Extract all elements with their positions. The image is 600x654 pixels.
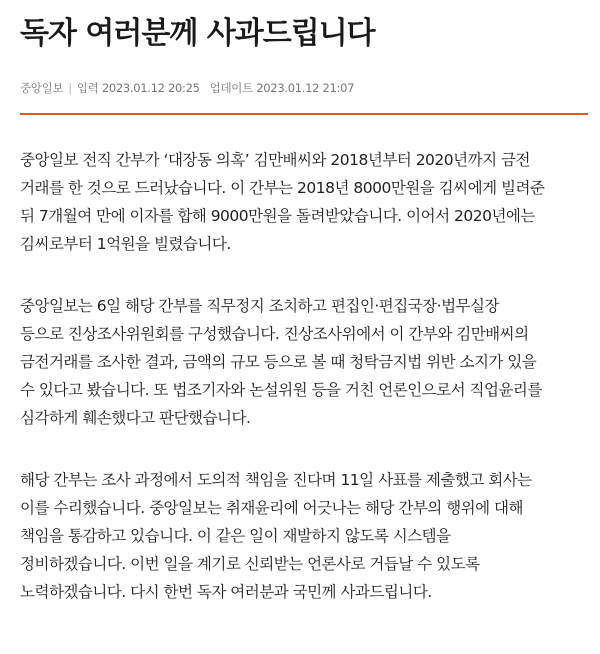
paragraph-line: 중앙일보 전직 간부가 ‘대장동 의혹’ 김만배씨와 2018년부터 2020년까지 금전 <box>20 151 530 169</box>
paragraph-line: 중앙일보는 6일 해당 간부를 직무정지 조치하고 편집인·편집국장·법무실장 <box>20 297 499 315</box>
paragraph-line: 정비하겠습니다. 이번 일을 계기로 신뢰받는 언론사로 거듭날 수 있도록 <box>20 555 480 573</box>
published-label: 입력 <box>76 81 99 95</box>
paragraph-line: 뒤 7개월여 만에 이자를 합해 9000만원을 돌려받았습니다. 이어서 2020년에는 <box>20 207 535 225</box>
header-divider <box>20 113 588 115</box>
article-paragraph <box>20 466 590 606</box>
paragraph-line: 등으로 진상조사위원회를 구성했습니다. 진상조사위에서 이 간부와 김만배씨의 <box>20 325 529 343</box>
source-name[interactable]: 중앙일보 <box>20 81 64 95</box>
updated-timestamp: 2023.01.12 21:07 <box>256 81 355 95</box>
paragraph-line: 해당 간부는 조사 과정에서 도의적 책임을 진다며 11일 사표를 제출했고 회사는 <box>20 471 532 489</box>
paragraph-line: 수 있다고 봤습니다. 또 법조기자와 논설위원 등을 거친 언론인으로서 직업윤리를 <box>20 381 542 399</box>
article-meta <box>20 80 354 96</box>
published-timestamp: 2023.01.12 20:25 <box>101 81 200 95</box>
article-paragraph <box>20 146 590 258</box>
updated-label: 업데이트 <box>209 81 253 95</box>
article-body <box>20 146 590 640</box>
article-paragraph <box>20 292 590 432</box>
paragraph-line: 거래를 한 것으로 드러났습니다. 이 간부는 2018년 8000만원을 김씨에게 빌려준 <box>20 179 545 197</box>
paragraph-line: 심각하게 훼손했다고 판단했습니다. <box>20 409 251 427</box>
paragraph-line: 금전거래를 조사한 결과, 금액의 규모 등으로 볼 때 청탁금지법 위반 소지가 있을 <box>20 353 537 371</box>
meta-divider: | <box>68 81 72 95</box>
paragraph-line: 김씨로부터 1억원을 빌렸습니다. <box>20 235 231 253</box>
article-headline: 독자 여러분께 사과드립니다 <box>20 16 375 51</box>
paragraph-line: 노력하겠습니다. 다시 한번 독자 여러분과 국민께 사과드립니다. <box>20 583 432 601</box>
paragraph-line: 책임을 통감하고 있습니다. 이 같은 일이 재발하지 않도록 시스템을 <box>20 527 451 545</box>
paragraph-line: 이를 수리했습니다. 중앙일보는 취재윤리에 어긋나는 해당 간부의 행위에 대해 <box>20 499 523 517</box>
